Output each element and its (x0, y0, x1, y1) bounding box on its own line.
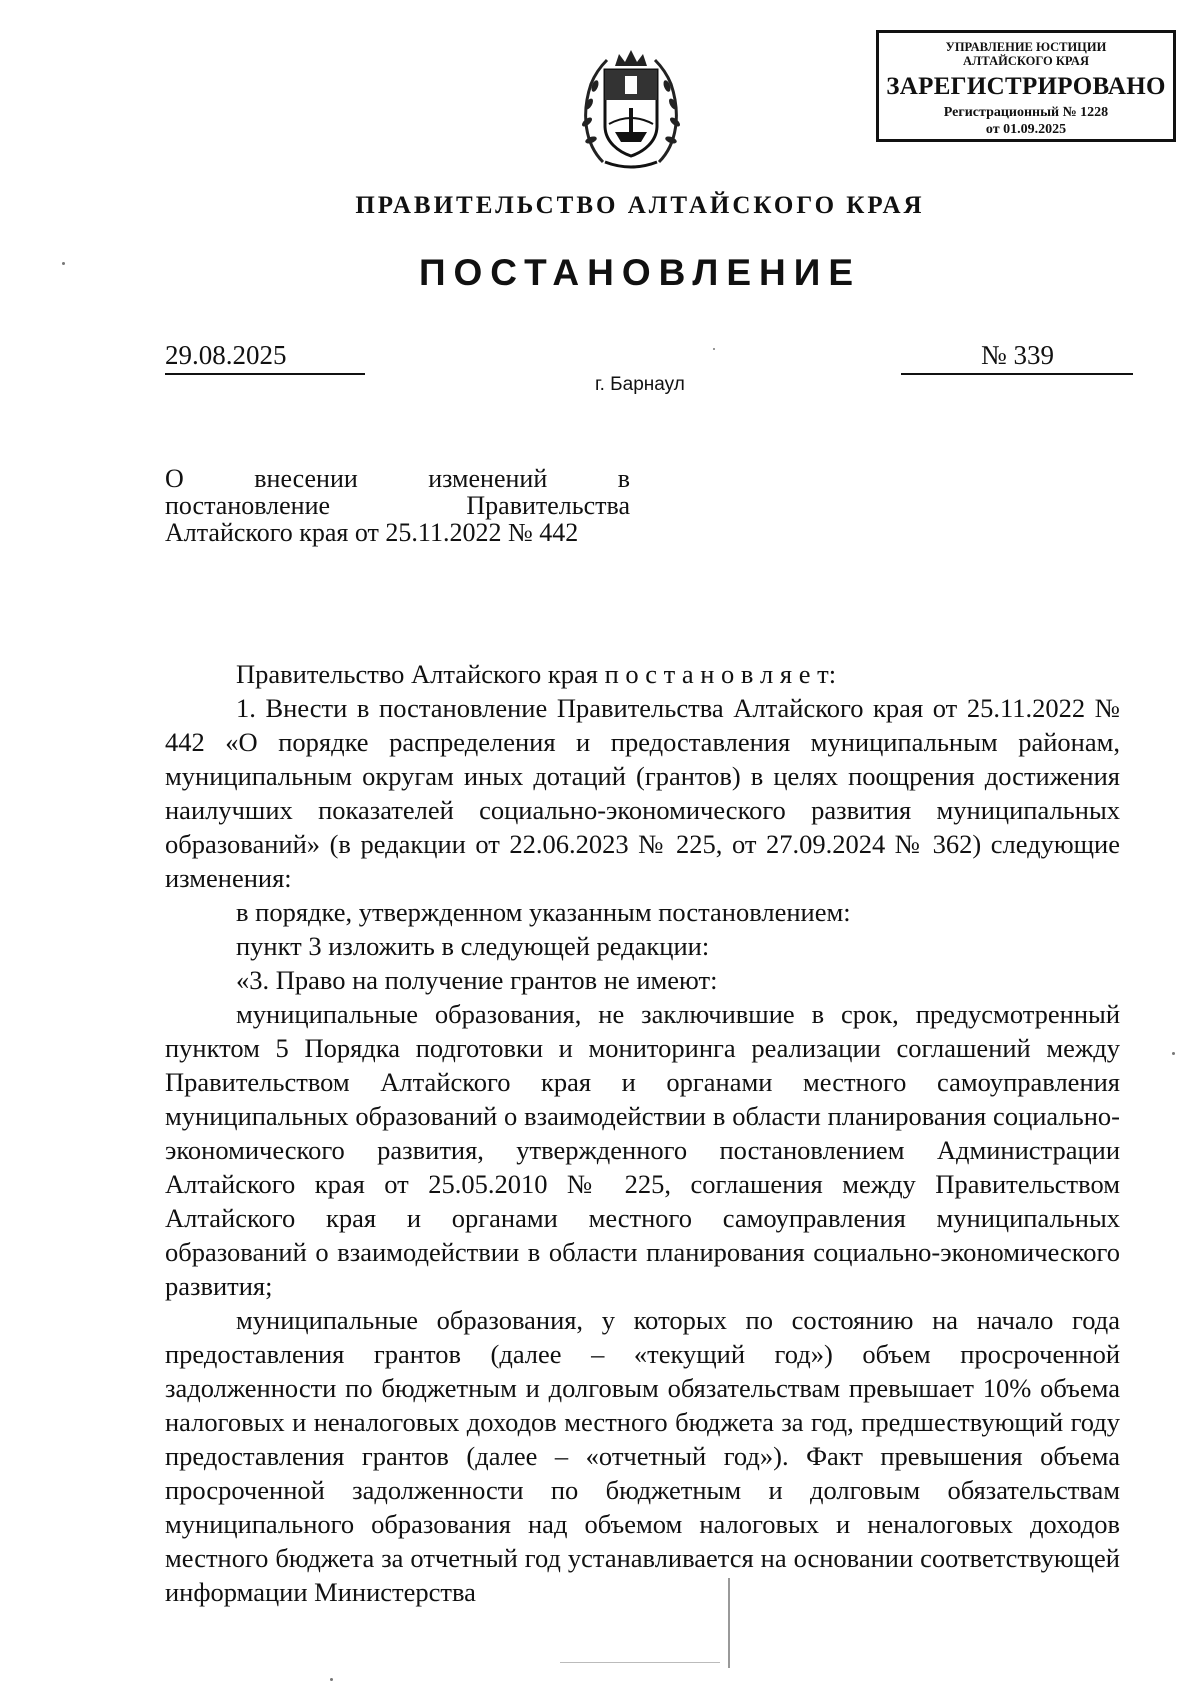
subject-line: постановление Правительства (165, 491, 630, 520)
body-paragraph-preamble: Правительство Алтайского края п о с т а н о в л я е т: (236, 659, 837, 689)
body-paragraph: муниципальные образования, не заключившие в срок, предусмотренный пунктом 5 Порядка подготовки и мониторинга реализации соглашений между Правительством Алтайского края и органами местного самоуправления муниципальных образований о взаимодействии в области планирования социально-экономического развития, утвержденного постановлением Администрации Алтайского края от 25.05.2010 № 225, соглашения между Правительством Алтайского края и органами местного самоуправления муниципальных образований о взаимодействии в области планирования социально-экономического развития; (165, 999, 1120, 1301)
subject-line: О внесении изменений в (165, 464, 630, 493)
body-paragraph-item1: 1. Внести в постановление Правительства Алтайского края от 25.11.2022 № 442 «О порядке распределения и предоставления муниципальным районам, муниципальным округам иных дотаций (грантов) в целях поощрения достижения наилучших показателей социально-экономического развития муниципальных образований» (в редакции от 22.06.2023 № 225, от 27.09.2024 № 362) следующие изменения: (165, 693, 1120, 893)
stamp-registered-label: ЗАРЕГИСТРИРОВАНО (886, 73, 1166, 100)
subject-line: Алтайского края от 25.11.2022 № 442 (165, 518, 579, 547)
document-city: г. Барнаул (595, 374, 685, 395)
government-title: ПРАВИТЕЛЬСТВО АЛТАЙСКОГО КРАЯ (355, 192, 925, 219)
coat-of-arms-emblem (575, 44, 687, 174)
scan-speckle (330, 1678, 333, 1681)
stamp-registration-number: Регистрационный № 1228 (943, 105, 1109, 120)
stamp-department-line1: УПРАВЛЕНИЕ ЮСТИЦИИ (945, 40, 1107, 54)
stamp-department-line2: АЛТАЙСКОГО КРАЯ (963, 54, 1089, 68)
stamp-registration-date: от 01.09.2025 (985, 122, 1067, 137)
scan-artifact-line (560, 1662, 720, 1663)
registration-stamp (876, 30, 1176, 142)
scan-speckle (62, 262, 65, 265)
body-paragraph: пункт 3 изложить в следующей редакции: (236, 931, 710, 961)
body-paragraph: муниципальные образования, у которых по состоянию на начало года предоставления грантов (далее – «текущий год») объем просроченной задолженности по бюджетным и долговым обязательствам превышает 10% объема налоговых и неналоговых доходов местного бюджета за год, предшествующий году предоставления грантов (далее – «отчетный год»). Факт превышения объема просроченной задолженности по бюджетным и долговым обязательствам муниципального образования над объемом налоговых и неналоговых доходов местного бюджета за отчетный год устанавливается на основании соответствующей информации Министерства (165, 1305, 1120, 1607)
scan-artifact-line (728, 1578, 730, 1668)
document-body (165, 657, 1120, 1609)
document-type-title: ПОСТАНОВЛЕНИЕ (418, 252, 862, 293)
scan-speckle (1172, 1052, 1175, 1055)
document-number: № 339 (901, 340, 1133, 375)
document-date: 29.08.2025 (165, 340, 365, 375)
scan-speckle (713, 348, 715, 350)
body-paragraph: в порядке, утвержденном указанным постановлением: (236, 897, 851, 927)
document-subject (165, 465, 630, 546)
body-paragraph-quote-start: «3. Право на получение грантов не имеют: (236, 965, 718, 995)
